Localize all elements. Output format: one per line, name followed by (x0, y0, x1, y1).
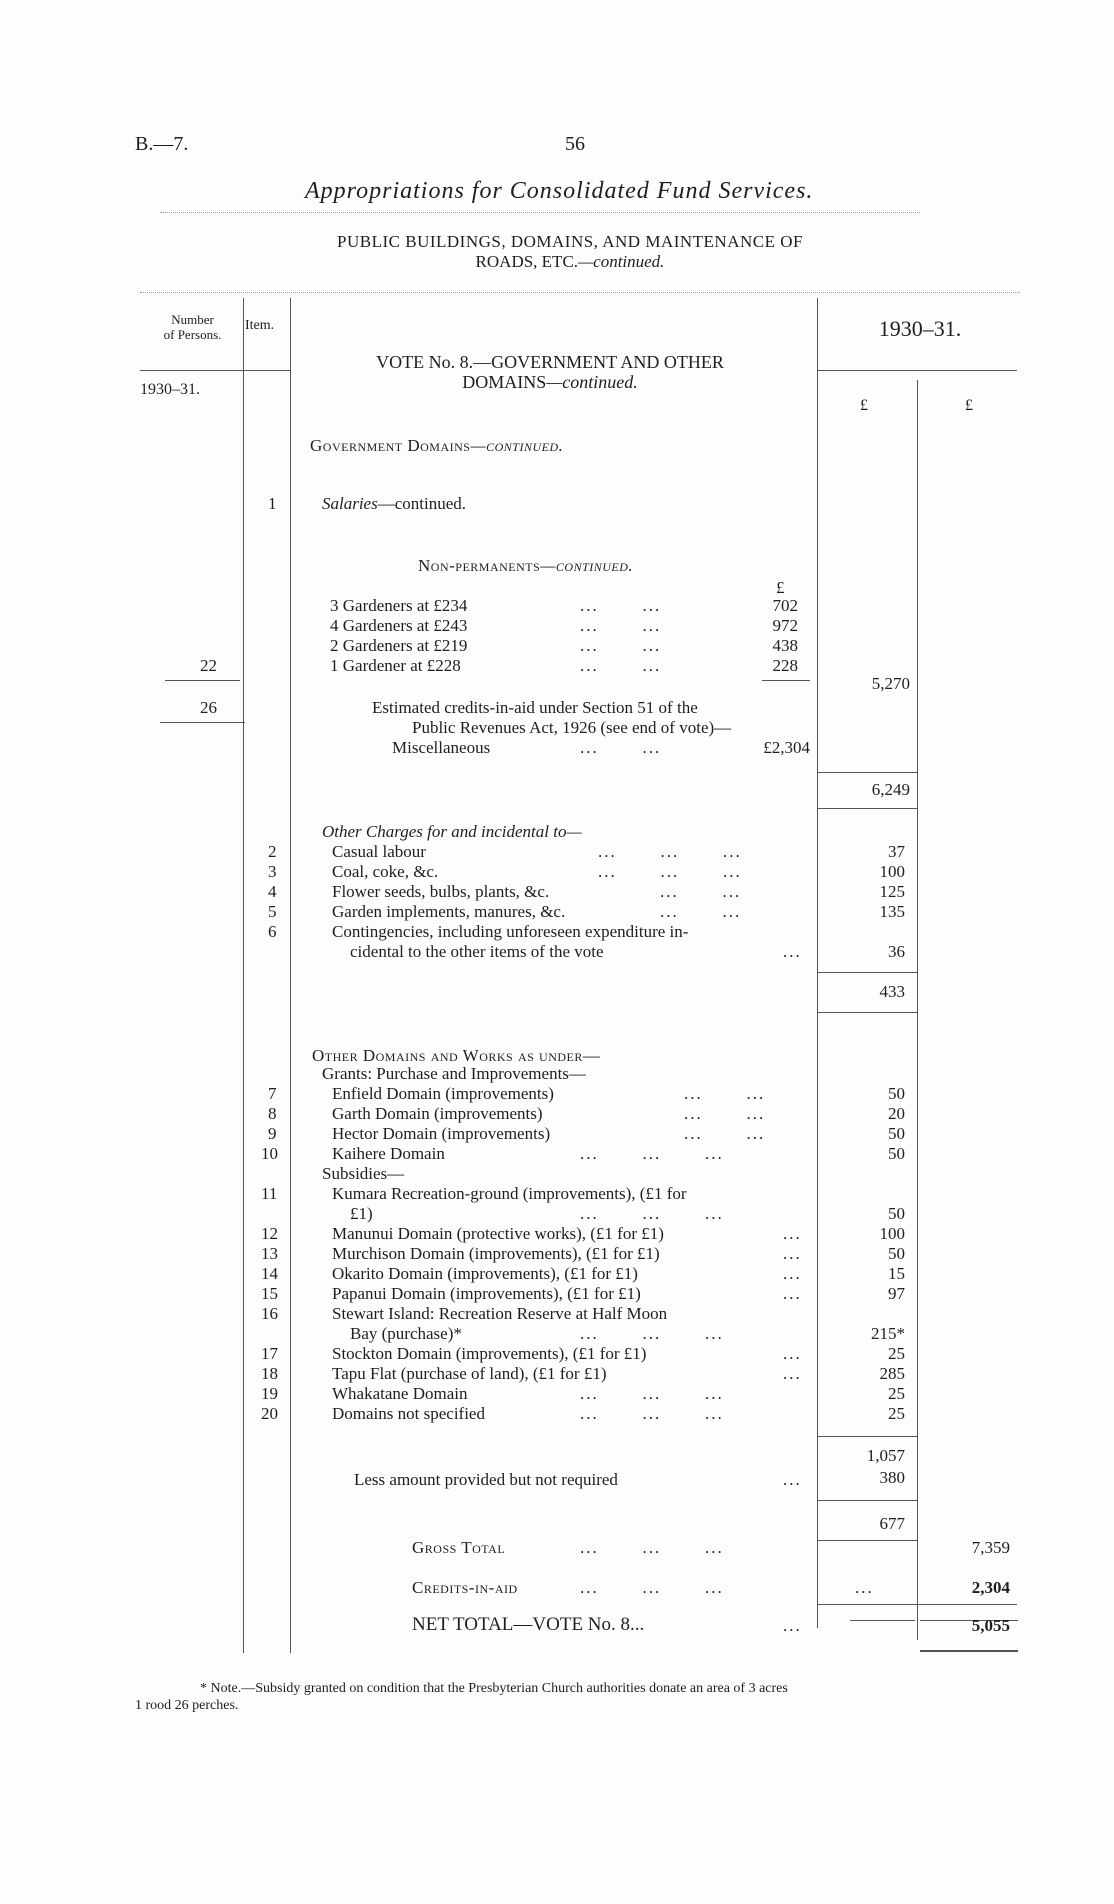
subsidy-row-8-label: Tapu Flat (purchase of land), (£1 for £1) (332, 1364, 607, 1383)
grant-item-10: 10 (261, 1144, 278, 1163)
gross-total-label: Gross Total (412, 1538, 506, 1557)
subtitle-line-1: PUBLIC BUILDINGS, DOMAINS, AND MAINTENANCE OF (337, 232, 803, 251)
other-charges-row-3-label: Flower seeds, bulbs, plants, &c. (332, 882, 550, 901)
subsidy-item-15: 15 (261, 1284, 278, 1303)
grant-item-8: 8 (268, 1104, 277, 1123)
other-charges-row-2-label: Coal, coke, &c. (332, 862, 439, 881)
credits-in-aid-label: Credits-in-aid (412, 1578, 518, 1597)
gardener-row-2-label: 4 Gardeners at £243 (330, 616, 468, 635)
subsidy-row-9-amount: 25 (888, 1384, 905, 1403)
other-charges-row-5-label-2: cidental to the other items of the vote (350, 942, 604, 961)
subsidy-row-7-label: Stockton Domain (improvements), (£1 for £1) (332, 1344, 647, 1363)
subsidy-item-11: 11 (261, 1184, 278, 1203)
gardener-row-3-amount: 438 (772, 636, 798, 655)
subsidy-item-20: 20 (261, 1404, 278, 1423)
column-divider-details (817, 298, 818, 1628)
subsidy-row-9-label: Whakatane Domain (332, 1384, 468, 1403)
gross-total-amount: 7,359 (971, 1538, 1010, 1557)
other-charges-item-2: 2 (268, 842, 277, 861)
pound-header-2: £ (965, 397, 973, 414)
subsidy-row-3-label: Murchison Domain (improvements), (£1 for £1) (332, 1244, 660, 1263)
column-divider-amount (917, 380, 918, 1640)
other-charges-row-4-label: Garden implements, manures, &c. (332, 902, 566, 921)
net-total-amount: 5,055 (971, 1616, 1010, 1635)
subsidy-row-5-amount: 97 (888, 1284, 905, 1303)
subsidy-row-4-label: Okarito Domain (improvements), (£1 for £1) (332, 1264, 638, 1283)
gardener-row-3-label: 2 Gardeners at £219 (330, 636, 468, 655)
salaries-total: 6,249 (871, 780, 910, 799)
grant-row-2-amount: 20 (888, 1104, 905, 1123)
subsidy-row-6-label-2: Bay (purchase)* (350, 1324, 462, 1343)
salaries-heading: Salaries—continued. (322, 494, 467, 513)
grants-heading: Grants: Purchase and Improvements— (322, 1064, 586, 1083)
other-charges-row-5-label: Contingencies, including unforeseen expenditure in- (332, 922, 689, 941)
other-charges-item-4: 4 (268, 882, 277, 901)
other-charges-row-1-amount: 37 (888, 842, 905, 861)
subsidy-row-10-amount: 25 (888, 1404, 905, 1423)
other-charges-row-3-amount: 125 (879, 882, 905, 901)
grant-row-1-amount: 50 (888, 1084, 905, 1103)
vote-title-line-1: VOTE No. 8.—GOVERNMENT AND OTHER (376, 352, 724, 372)
other-charges-total: 433 (879, 982, 905, 1001)
subsidy-row-6-amount: 215* (871, 1324, 905, 1343)
gardener-row-1-amount: 702 (772, 596, 798, 615)
grant-row-4-amount: 50 (888, 1144, 905, 1163)
subsidy-row-6-label: Stewart Island: Recreation Reserve at Half Moon (332, 1304, 668, 1323)
credits-amount: £2,304 (763, 738, 810, 757)
subsidy-row-1-label: Kumara Recreation-ground (improvements), (£1 for (332, 1184, 687, 1203)
subsidy-row-1-label-2: £1) (350, 1204, 373, 1223)
subsidy-row-7-amount: 25 (888, 1344, 905, 1363)
other-domains-net: 677 (879, 1514, 905, 1533)
pound-header-1: £ (860, 397, 868, 414)
subsidy-row-2-label: Manunui Domain (protective works), (£1 for £1) (332, 1224, 664, 1243)
other-charges-item-6: 6 (268, 922, 277, 941)
persons-year: 1930–31. (140, 381, 200, 398)
less-amount-label: Less amount provided but not required (354, 1470, 618, 1489)
subsidy-row-4-amount: 15 (888, 1264, 905, 1283)
other-charges-item-3: 3 (268, 862, 277, 881)
credits-in-aid-dots: ... (855, 1578, 874, 1597)
document-code: B.—7. (135, 133, 189, 155)
other-charges-heading: Other Charges for and incidental to— (322, 822, 582, 841)
subsidy-item-17: 17 (261, 1344, 278, 1363)
grant-item-9: 9 (268, 1124, 277, 1143)
other-domains-subtotal: 1,057 (866, 1446, 905, 1465)
section-government-domains: Government Domains—continued. (310, 436, 564, 455)
non-permanents-pound: £ (776, 578, 785, 597)
other-domains-heading: Other Domains and Works as under— (312, 1046, 601, 1065)
footnote-line-1: * Note.—Subsidy granted on condition that the Presbyterian Church authorities donate an area of 3 acres (200, 1681, 788, 1696)
other-charges-row-5-amount: 36 (888, 942, 905, 961)
credits-line-1: Estimated credits-in-aid under Section 51 of the (372, 698, 698, 717)
grant-row-3-amount: 50 (888, 1124, 905, 1143)
credits-line-3: Miscellaneous (392, 738, 491, 757)
column-divider-persons (243, 298, 244, 1653)
subsidies-heading: Subsidies— (322, 1164, 405, 1183)
other-charges-row-1-label: Casual labour (332, 842, 426, 861)
non-permanents-total: 5,270 (871, 674, 910, 693)
credits-line-2: Public Revenues Act, 1926 (see end of vote)— (412, 718, 732, 737)
page-title: Appropriations for Consolidated Fund Services. (305, 178, 814, 204)
subsidy-row-3-amount: 50 (888, 1244, 905, 1263)
other-charges-row-4-amount: 135 (879, 902, 905, 921)
grant-row-1-label: Enfield Domain (improvements) (332, 1084, 554, 1103)
footnote-line-2: 1 rood 26 perches. (135, 1698, 239, 1713)
subsidy-item-19: 19 (261, 1384, 278, 1403)
column-divider-item (290, 298, 291, 1653)
subsidy-item-12: 12 (261, 1224, 278, 1243)
year-header: 1930–31. (878, 316, 962, 341)
subsidy-item-16: 16 (261, 1304, 278, 1323)
subsidy-row-10-label: Domains not specified (332, 1404, 485, 1423)
vote-title-line-2: DOMAINS—continued. (462, 372, 638, 392)
page-number: 56 (565, 133, 585, 155)
subsidy-item-14: 14 (261, 1264, 278, 1283)
item-header: Item. (245, 318, 275, 333)
subsidy-item-13: 13 (261, 1244, 278, 1263)
persons-subtotal: 22 (200, 656, 217, 675)
non-permanents-heading: Non-permanents—continued. (418, 556, 634, 575)
gardener-row-4-amount: 228 (772, 656, 798, 675)
grant-item-7: 7 (268, 1084, 277, 1103)
subsidy-row-1-amount: 50 (888, 1204, 905, 1223)
persons-header: Number of Persons. (163, 312, 222, 342)
net-total-label: NET TOTAL—VOTE No. 8... (412, 1614, 645, 1635)
gardener-row-1-label: 3 Gardeners at £234 (330, 596, 468, 615)
salaries-item-number: 1 (268, 494, 277, 513)
other-charges-item-5: 5 (268, 902, 277, 921)
credits-in-aid-amount: 2,304 (971, 1578, 1010, 1597)
gardener-row-2-amount: 972 (772, 616, 798, 635)
subsidy-row-2-amount: 100 (879, 1224, 905, 1243)
subsidy-row-5-label: Papanui Domain (improvements), (£1 for £1) (332, 1284, 641, 1303)
less-amount-value: 380 (879, 1468, 905, 1487)
grant-row-2-label: Garth Domain (improvements) (332, 1104, 543, 1123)
gardener-row-4-label: 1 Gardener at £228 (330, 656, 461, 675)
subtitle-line-2: ROADS, ETC.—continued. (475, 252, 665, 271)
subsidy-row-8-amount: 285 (879, 1364, 905, 1383)
subsidy-item-18: 18 (261, 1364, 278, 1383)
persons-total: 26 (200, 698, 217, 717)
grant-row-3-label: Hector Domain (improvements) (332, 1124, 551, 1143)
other-charges-row-2-amount: 100 (879, 862, 905, 881)
grant-row-4-label: Kaihere Domain (332, 1144, 445, 1163)
